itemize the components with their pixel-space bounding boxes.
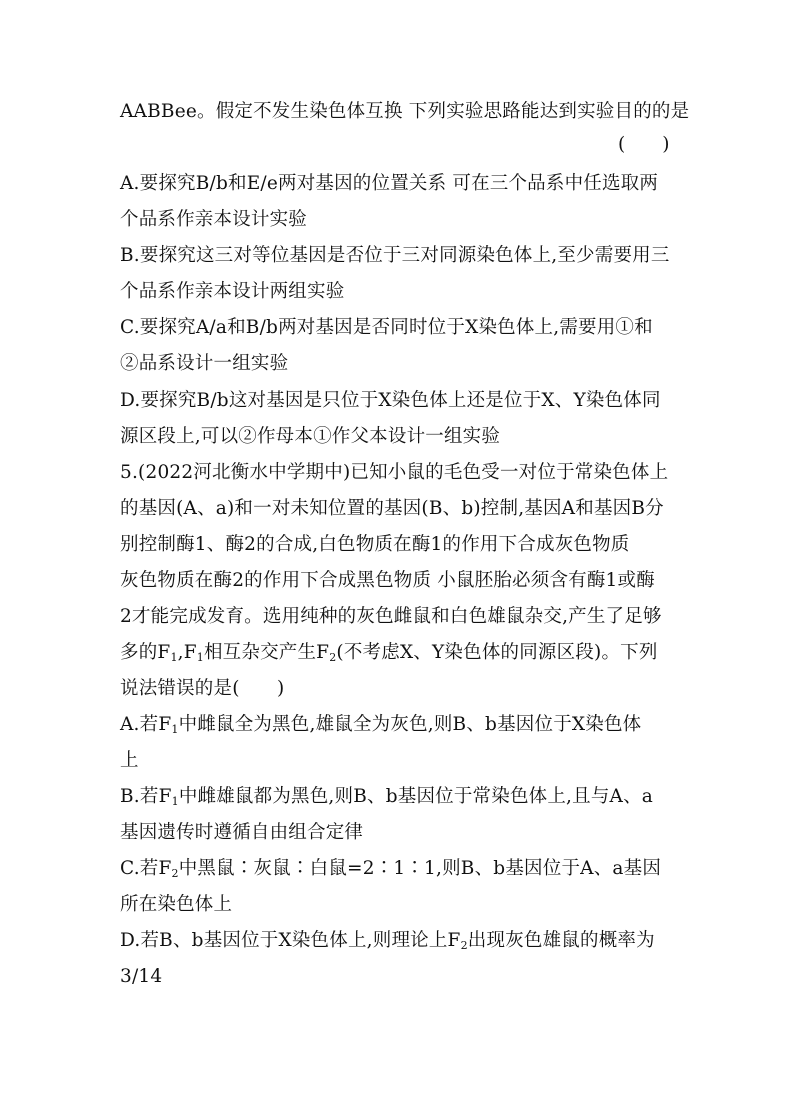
subscript: 1 (196, 651, 204, 664)
text-line (120, 641, 658, 665)
text-fragment: ,F (177, 642, 197, 663)
text-line: ②品系设计一组实验 (120, 353, 289, 374)
text-line: 2才能完成发育。选用纯种的灰色雌鼠和白色雄鼠杂交,产生了足够 (120, 606, 662, 627)
question-5-line: 5.(2022河北衡水中学期中)已知小鼠的毛色受一对位于常染色体上 (120, 462, 669, 483)
text-fragment: 相互杂交产生F (203, 642, 330, 663)
option-a-line: A.要探究B/b和E/e两对基因的位置关系 可在三个品系中任选取两 (120, 173, 659, 194)
option-b-line: B.要探究这三对等位基因是否位于三对同源染色体上,至少需要用三 (120, 245, 670, 266)
text-line: AABBee。假定不发生染色体互换 下列实验思路能达到实验目的的是 (120, 101, 690, 122)
option-b-line (120, 785, 653, 809)
text-fragment: (不考虑X、Y染色体的同源区段)。下列 (336, 642, 658, 663)
text-line: 基因遗传时遵循自由组合定律 (120, 822, 364, 843)
option-a-line (120, 713, 641, 737)
text-line: 别控制酶1、酶2的合成,白色物质在酶1的作用下合成灰色物质 (120, 534, 630, 555)
text-line: 所在染色体上 (120, 894, 233, 915)
option-c-line: C.要探究A/a和B/b两对基因是否同时位于X染色体上,需要用①和 (120, 317, 653, 338)
option-c-line (120, 857, 661, 881)
option-d-line: D.要探究B/b这对基因是只位于X染色体上还是位于X、Y染色体同 (120, 390, 661, 411)
text-fragment: 中雌雄鼠都为黑色,则B、b基因位于常染色体上,且与A、a (178, 786, 654, 807)
text-fragment: 中黑鼠∶灰鼠∶白鼠=2∶1∶1,则B、b基因位于A、a基因 (178, 858, 662, 879)
subscript: 1 (171, 795, 179, 808)
subscript: 2 (329, 651, 337, 664)
text-line: 源区段上,可以②作母本①作父本设计一组实验 (120, 426, 501, 447)
text-line: 个品系作亲本设计两组实验 (120, 281, 345, 302)
text-line: 灰色物质在酶2的作用下合成黑色物质 小鼠胚胎必须含有酶1或酶 (120, 570, 655, 591)
subscript: 1 (171, 723, 179, 736)
text-line: 说法错误的是( ) (120, 678, 285, 699)
answer-blank: ( ) (618, 134, 670, 155)
subscript: 1 (170, 651, 178, 664)
text-fragment: 中雌鼠全为黑色,雄鼠全为灰色,则B、b基因位于X染色体 (178, 714, 642, 735)
text-line: 上 (120, 750, 139, 771)
text-fragment: 多的F (120, 642, 171, 663)
text-fragment: D.若B、b基因位于X染色体上,则理论上F (120, 930, 461, 951)
text-fragment: 出现灰色雄鼠的概率为 (467, 930, 655, 951)
option-d-line (120, 929, 655, 953)
text-line: 个品系作亲本设计实验 (120, 209, 308, 230)
subscript: 2 (460, 939, 468, 952)
text-line: 的基因(A、a)和一对未知位置的基因(B、b)控制,基因A和基因B分 (120, 498, 664, 519)
text-fragment: C.若F (120, 858, 172, 879)
subscript: 2 (171, 867, 179, 880)
text-line: 3/14 (120, 966, 163, 987)
text-fragment: A.若F (120, 714, 172, 735)
text-fragment: B.若F (120, 786, 172, 807)
